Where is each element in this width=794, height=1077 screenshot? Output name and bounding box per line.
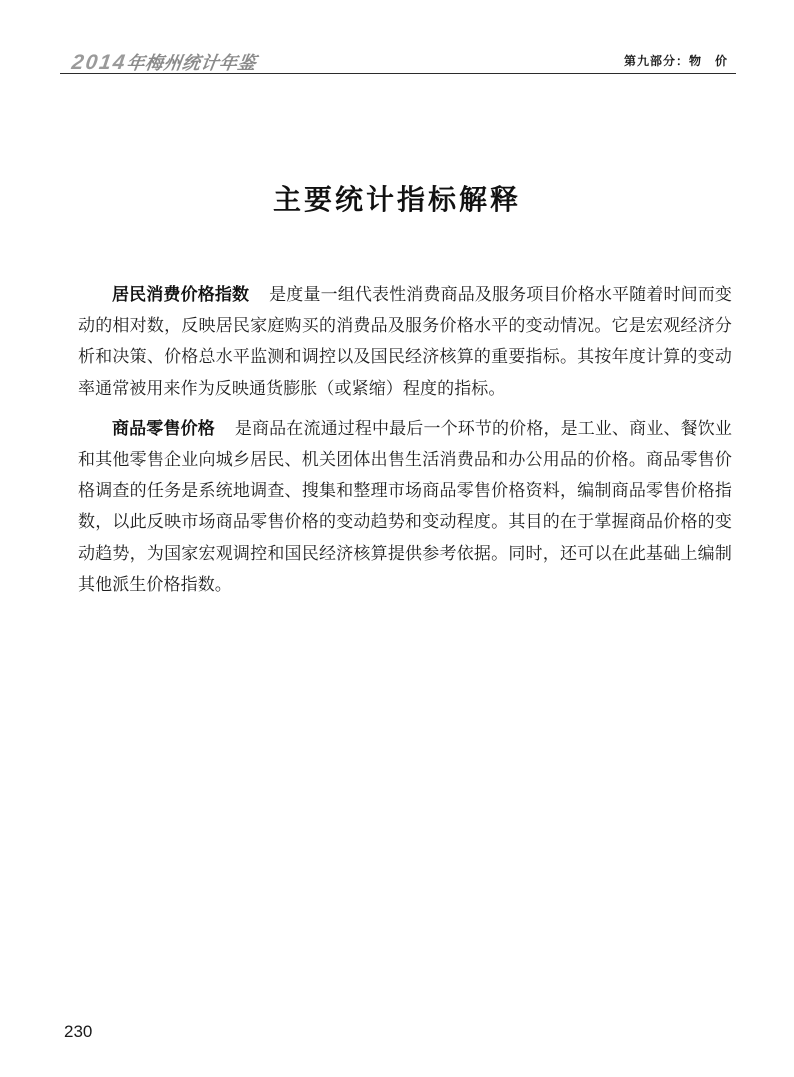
header-divider xyxy=(60,73,736,74)
definition-paragraph-retail-price xyxy=(78,414,732,601)
page-title: 主要统计指标解释 xyxy=(272,183,521,216)
definition-text: 是度量一组代表性消费商品及服务项目价格水平随着时间而变动的相对数，反映居民家庭购买的消费品及服务价格水平的变动情况。它是宏观经济分析和决策、价格总水平监测和调控以及国民经济核算的重要指标。其按年度计算的变动率通常被用来作为反映通货膨胀（或紧缩）程度的指标。 xyxy=(78,285,732,399)
definition-term: 商品零售价格 xyxy=(112,418,215,439)
definitions-body xyxy=(78,280,732,610)
definition-text: 是商品在流通过程中最后一个环节的价格，是工业、商业、餐饮业和其他零售企业向城乡居民、机关团体出售生活消费品和办公用品的价格。商品零售价格调查的任务是系统地调查、搜集和整理市场商品零售价格资料，编制商品零售价格指数，以此反映市场商品零售价格的变动趋势和变动程度。其目的在于掌握商品价格的变动趋势，为国家宏观调控和国民经济核算提供参考依据。同时，还可以在此基础上编制其他派生价格指数。 xyxy=(78,418,732,595)
section-label: 第九部分：物 价 xyxy=(623,54,728,68)
yearbook-title xyxy=(70,49,258,75)
page-number: 230 xyxy=(64,1022,93,1041)
yearbook-year: 2014 xyxy=(70,51,129,74)
definition-paragraph-cpi xyxy=(78,280,732,405)
definition-term: 居民消费价格指数 xyxy=(112,285,250,305)
page-header xyxy=(60,46,736,78)
yearbook-name: 年梅州统计年鉴 xyxy=(125,53,258,73)
